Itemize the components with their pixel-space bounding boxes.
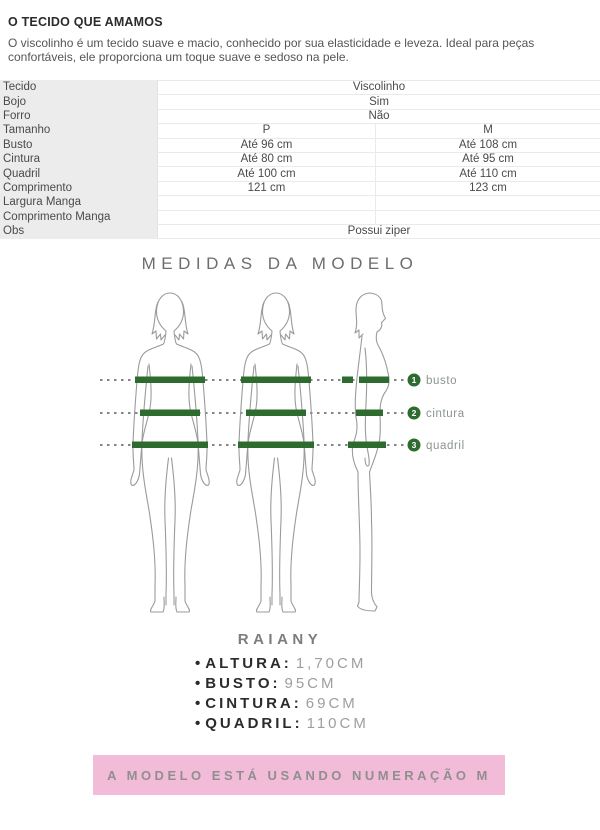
size-m-cell: Até 108 cm bbox=[376, 138, 600, 152]
size-p-cell: Até 100 cm bbox=[158, 167, 376, 181]
svg-text:quadril: quadril bbox=[426, 440, 465, 452]
bullet-icon: • bbox=[195, 655, 201, 672]
cintura-label bbox=[408, 407, 465, 421]
model-size-banner: A MODELO ESTÁ USANDO NUMERAÇÃO M bbox=[93, 755, 505, 795]
table-row-tecido bbox=[1, 81, 600, 95]
svg-text:1: 1 bbox=[411, 375, 417, 385]
row-label: Busto bbox=[1, 138, 158, 152]
size-m-cell: 123 cm bbox=[376, 181, 600, 195]
stat-label: BUSTO: bbox=[205, 675, 281, 692]
table-row-cintura bbox=[1, 152, 600, 166]
table-row-forro bbox=[1, 109, 600, 123]
size-p-cell bbox=[158, 210, 376, 224]
row-label: Comprimento bbox=[1, 181, 158, 195]
row-value: Sim bbox=[158, 95, 600, 109]
size-m-cell: Até 95 cm bbox=[376, 152, 600, 166]
busto-label bbox=[408, 374, 458, 388]
size-m-cell: M bbox=[376, 124, 600, 138]
stat-label: CINTURA: bbox=[205, 695, 302, 712]
size-p-cell: 121 cm bbox=[158, 181, 376, 195]
model-measurements-diagram bbox=[58, 284, 538, 626]
model-stats-list bbox=[195, 654, 369, 734]
size-p-cell bbox=[158, 196, 376, 210]
stat-quadril bbox=[195, 714, 369, 734]
svg-text:2: 2 bbox=[411, 408, 417, 418]
row-value: Possui ziper bbox=[158, 224, 600, 238]
stat-cintura bbox=[195, 694, 369, 714]
bullet-icon: • bbox=[195, 715, 201, 732]
row-label: Tamanho bbox=[1, 124, 158, 138]
page-title: O TECIDO QUE AMAMOS bbox=[8, 15, 163, 29]
row-label: Quadril bbox=[1, 167, 158, 181]
size-p-cell: Até 80 cm bbox=[158, 152, 376, 166]
table-row-obs bbox=[1, 224, 600, 238]
size-m-cell bbox=[376, 196, 600, 210]
front-figure-2 bbox=[237, 293, 315, 612]
row-label: Largura Manga bbox=[1, 196, 158, 210]
stat-value: 69CM bbox=[305, 695, 358, 712]
table-row-comprimento-manga bbox=[1, 210, 600, 224]
stat-busto bbox=[195, 674, 369, 694]
measurements-section-title: MEDIDAS DA MODELO bbox=[141, 254, 419, 273]
stat-altura bbox=[195, 654, 369, 674]
quadril-label bbox=[408, 439, 465, 453]
svg-text:cintura: cintura bbox=[426, 408, 465, 420]
measure-bars bbox=[132, 377, 389, 449]
row-label: Cintura bbox=[1, 152, 158, 166]
row-label: Tecido bbox=[1, 81, 158, 95]
size-m-cell: Até 110 cm bbox=[376, 167, 600, 181]
fabric-description: O viscolinho é um tecido suave e macio, conhecido por sua elasticidade e leveza. Ideal para peças confortáveis, ele proporciona um toque suave e sedoso na pele. bbox=[8, 36, 535, 64]
table-row-quadril bbox=[1, 167, 600, 181]
size-m-cell bbox=[376, 210, 600, 224]
stat-label: ALTURA: bbox=[205, 655, 292, 672]
row-value: Não bbox=[158, 109, 600, 123]
stat-value: 110CM bbox=[306, 715, 369, 732]
bullet-icon: • bbox=[195, 675, 201, 692]
table-row-largura-manga bbox=[1, 196, 600, 210]
row-label: Obs bbox=[1, 224, 158, 238]
row-label: Comprimento Manga bbox=[1, 210, 158, 224]
row-value: Viscolinho bbox=[158, 81, 600, 95]
side-figure bbox=[352, 293, 389, 611]
size-spec-table bbox=[0, 80, 600, 239]
svg-text:3: 3 bbox=[411, 440, 417, 450]
front-figure-1 bbox=[131, 293, 209, 612]
bullet-icon: • bbox=[195, 695, 201, 712]
table-row-tamanho bbox=[1, 124, 600, 138]
size-p-cell: Até 96 cm bbox=[158, 138, 376, 152]
row-label: Bojo bbox=[1, 95, 158, 109]
stat-value: 95CM bbox=[284, 675, 337, 692]
svg-text:busto: busto bbox=[426, 375, 458, 387]
model-name: RAIANY bbox=[237, 631, 323, 648]
table-row-busto bbox=[1, 138, 600, 152]
row-label: Forro bbox=[1, 109, 158, 123]
size-p-cell: P bbox=[158, 124, 376, 138]
stat-label: QUADRIL: bbox=[205, 715, 303, 732]
stat-value: 1,70CM bbox=[295, 655, 367, 672]
table-row-bojo bbox=[1, 95, 600, 109]
table-row-comprimento bbox=[1, 181, 600, 195]
